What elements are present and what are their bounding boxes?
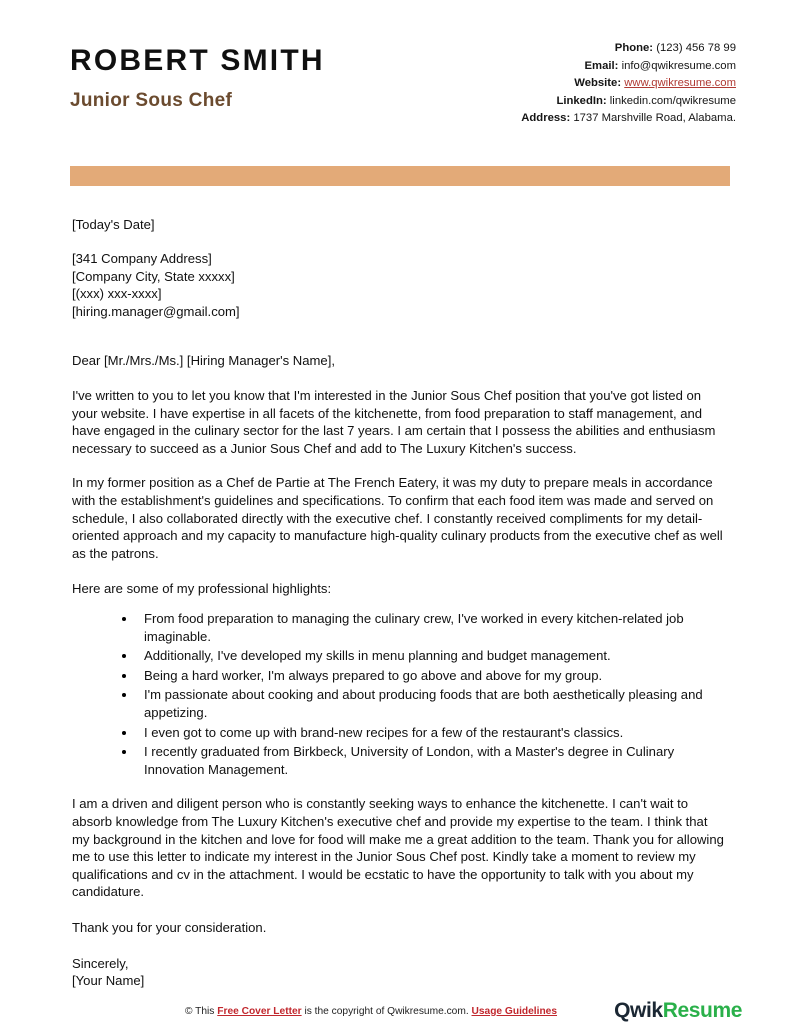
- contact-row-phone: [521, 40, 736, 58]
- recipient-line: [Company City, State xxxxx]: [72, 268, 235, 284]
- contact-row-website: [521, 75, 736, 93]
- list-item: I'm passionate about cooking and about producing foods that are both aesthetically pleasing and appetizing.: [120, 686, 728, 721]
- highlights-intro: Here are some of my professional highlights:: [72, 581, 332, 597]
- contact-value-email: info@qwikresume.com: [621, 59, 736, 72]
- body-paragraph-2: In my former position as a Chef de Partie at The French Eatery, it was my duty to prepare meals in accordance with the establishment's guidelines and specifications. To confirm that each food item was made and served on schedule, I also collaborated directly with the executive chef. I constantly received compliments for my detail-oriented approach and my capacity to manufacture high-quality culinary products from the executive chef as well as the patrons.: [72, 475, 723, 561]
- recipient-line: [341 Company Address]: [72, 251, 212, 267]
- website-link[interactable]: www.qwikresume.com: [624, 77, 736, 89]
- copyright-prefix: © This: [185, 1005, 215, 1017]
- contact-value-phone: (123) 456 78 99: [656, 42, 736, 54]
- letter-body: [0, 216, 800, 990]
- logo-text-resume: Resume: [662, 999, 742, 1022]
- date-line: [Today's Date]: [72, 216, 155, 232]
- contact-row-email: [521, 58, 736, 76]
- contact-row-linkedin: [521, 93, 736, 111]
- accent-divider-bar: [70, 166, 730, 186]
- recipient-address-block: [72, 250, 728, 320]
- free-cover-letter-link[interactable]: Free Cover Letter: [217, 1005, 302, 1017]
- page-title: ROBERT SMITH: [70, 44, 325, 77]
- signoff-block: [72, 955, 728, 990]
- list-item: I recently graduated from Birkbeck, University of London, with a Master's degree in Culinary Innovation Management.: [120, 743, 728, 778]
- list-item: Additionally, I've developed my skills in menu planning and budget management.: [120, 647, 728, 665]
- usage-guidelines-link[interactable]: Usage Guidelines: [471, 1005, 558, 1017]
- recipient-line: [hiring.manager@gmail.com]: [72, 303, 240, 319]
- list-item: I even got to come up with brand-new recipes for a few of the restaurant's classics.: [120, 724, 728, 742]
- identity-block: [70, 36, 325, 112]
- copyright-notice: [185, 1006, 557, 1017]
- recipient-line: [(xxx) xxx-xxxx]: [72, 286, 162, 302]
- contact-block: [521, 36, 736, 128]
- body-paragraph-3: I am a driven and diligent person who is constantly seeking ways to enhance the kitchenette. I can't wait to absorb knowledge from The Luxury Kitchen's executive chef and provide my expertise to the team. I think that my background in the kitchen and love for food will make me a great addition to the team. Thank you for allowing me to use this letter to indicate my interest in the Junior Sous Chef post. Kindly take a moment to review my qualifications and cv in the attachment. I would be ecstatic to have the opportunity to talk with you about my candidature.: [72, 796, 724, 900]
- contact-label-address: Address:: [521, 112, 571, 124]
- contact-label-phone: Phone:: [614, 42, 654, 54]
- highlights-list: [72, 610, 728, 778]
- list-item: Being a hard worker, I'm always prepared to go above and above for my group.: [120, 667, 728, 685]
- contact-label-linkedin: LinkedIn:: [556, 94, 607, 107]
- contact-label-website: Website:: [574, 77, 622, 89]
- letter-header: [0, 0, 800, 128]
- accent-bar-wrapper: [0, 166, 800, 186]
- closing-thanks: Thank you for your consideration.: [72, 919, 267, 935]
- contact-row-address: [521, 110, 736, 128]
- copyright-middle: is the copyright of Qwikresume.com.: [304, 1005, 469, 1017]
- page-footer: [0, 999, 800, 1023]
- job-title: Junior Sous Chef: [70, 90, 233, 111]
- contact-value-linkedin: linkedin.com/qwikresume: [609, 94, 736, 107]
- signoff-name: [Your Name]: [72, 973, 145, 989]
- contact-label-email: Email:: [584, 59, 619, 72]
- body-paragraph-1: I've written to you to let you know that I'm interested in the Junior Sous Chef position that you've got listed on your website. I have expertise in all facets of the kitchenette, from food preparation to staff management, and have engaged in the culinary sector for the last 7 years. I am certain that I possess the abilities and enthusiasm necessary to succeed as a Junior Sous Chef and add to The Luxury Kitchen's success.: [72, 388, 716, 456]
- signoff-closing: Sincerely,: [72, 955, 129, 971]
- contact-value-address: 1737 Marshville Road, Alabama.: [573, 112, 736, 124]
- qwikresume-logo: [614, 999, 742, 1023]
- logo-text-qwik: Qwik: [614, 999, 663, 1022]
- salutation: Dear [Mr./Mrs./Ms.] [Hiring Manager's Name],: [72, 353, 335, 369]
- list-item: From food preparation to managing the culinary crew, I've worked in every kitchen-related job imaginable.: [120, 610, 728, 645]
